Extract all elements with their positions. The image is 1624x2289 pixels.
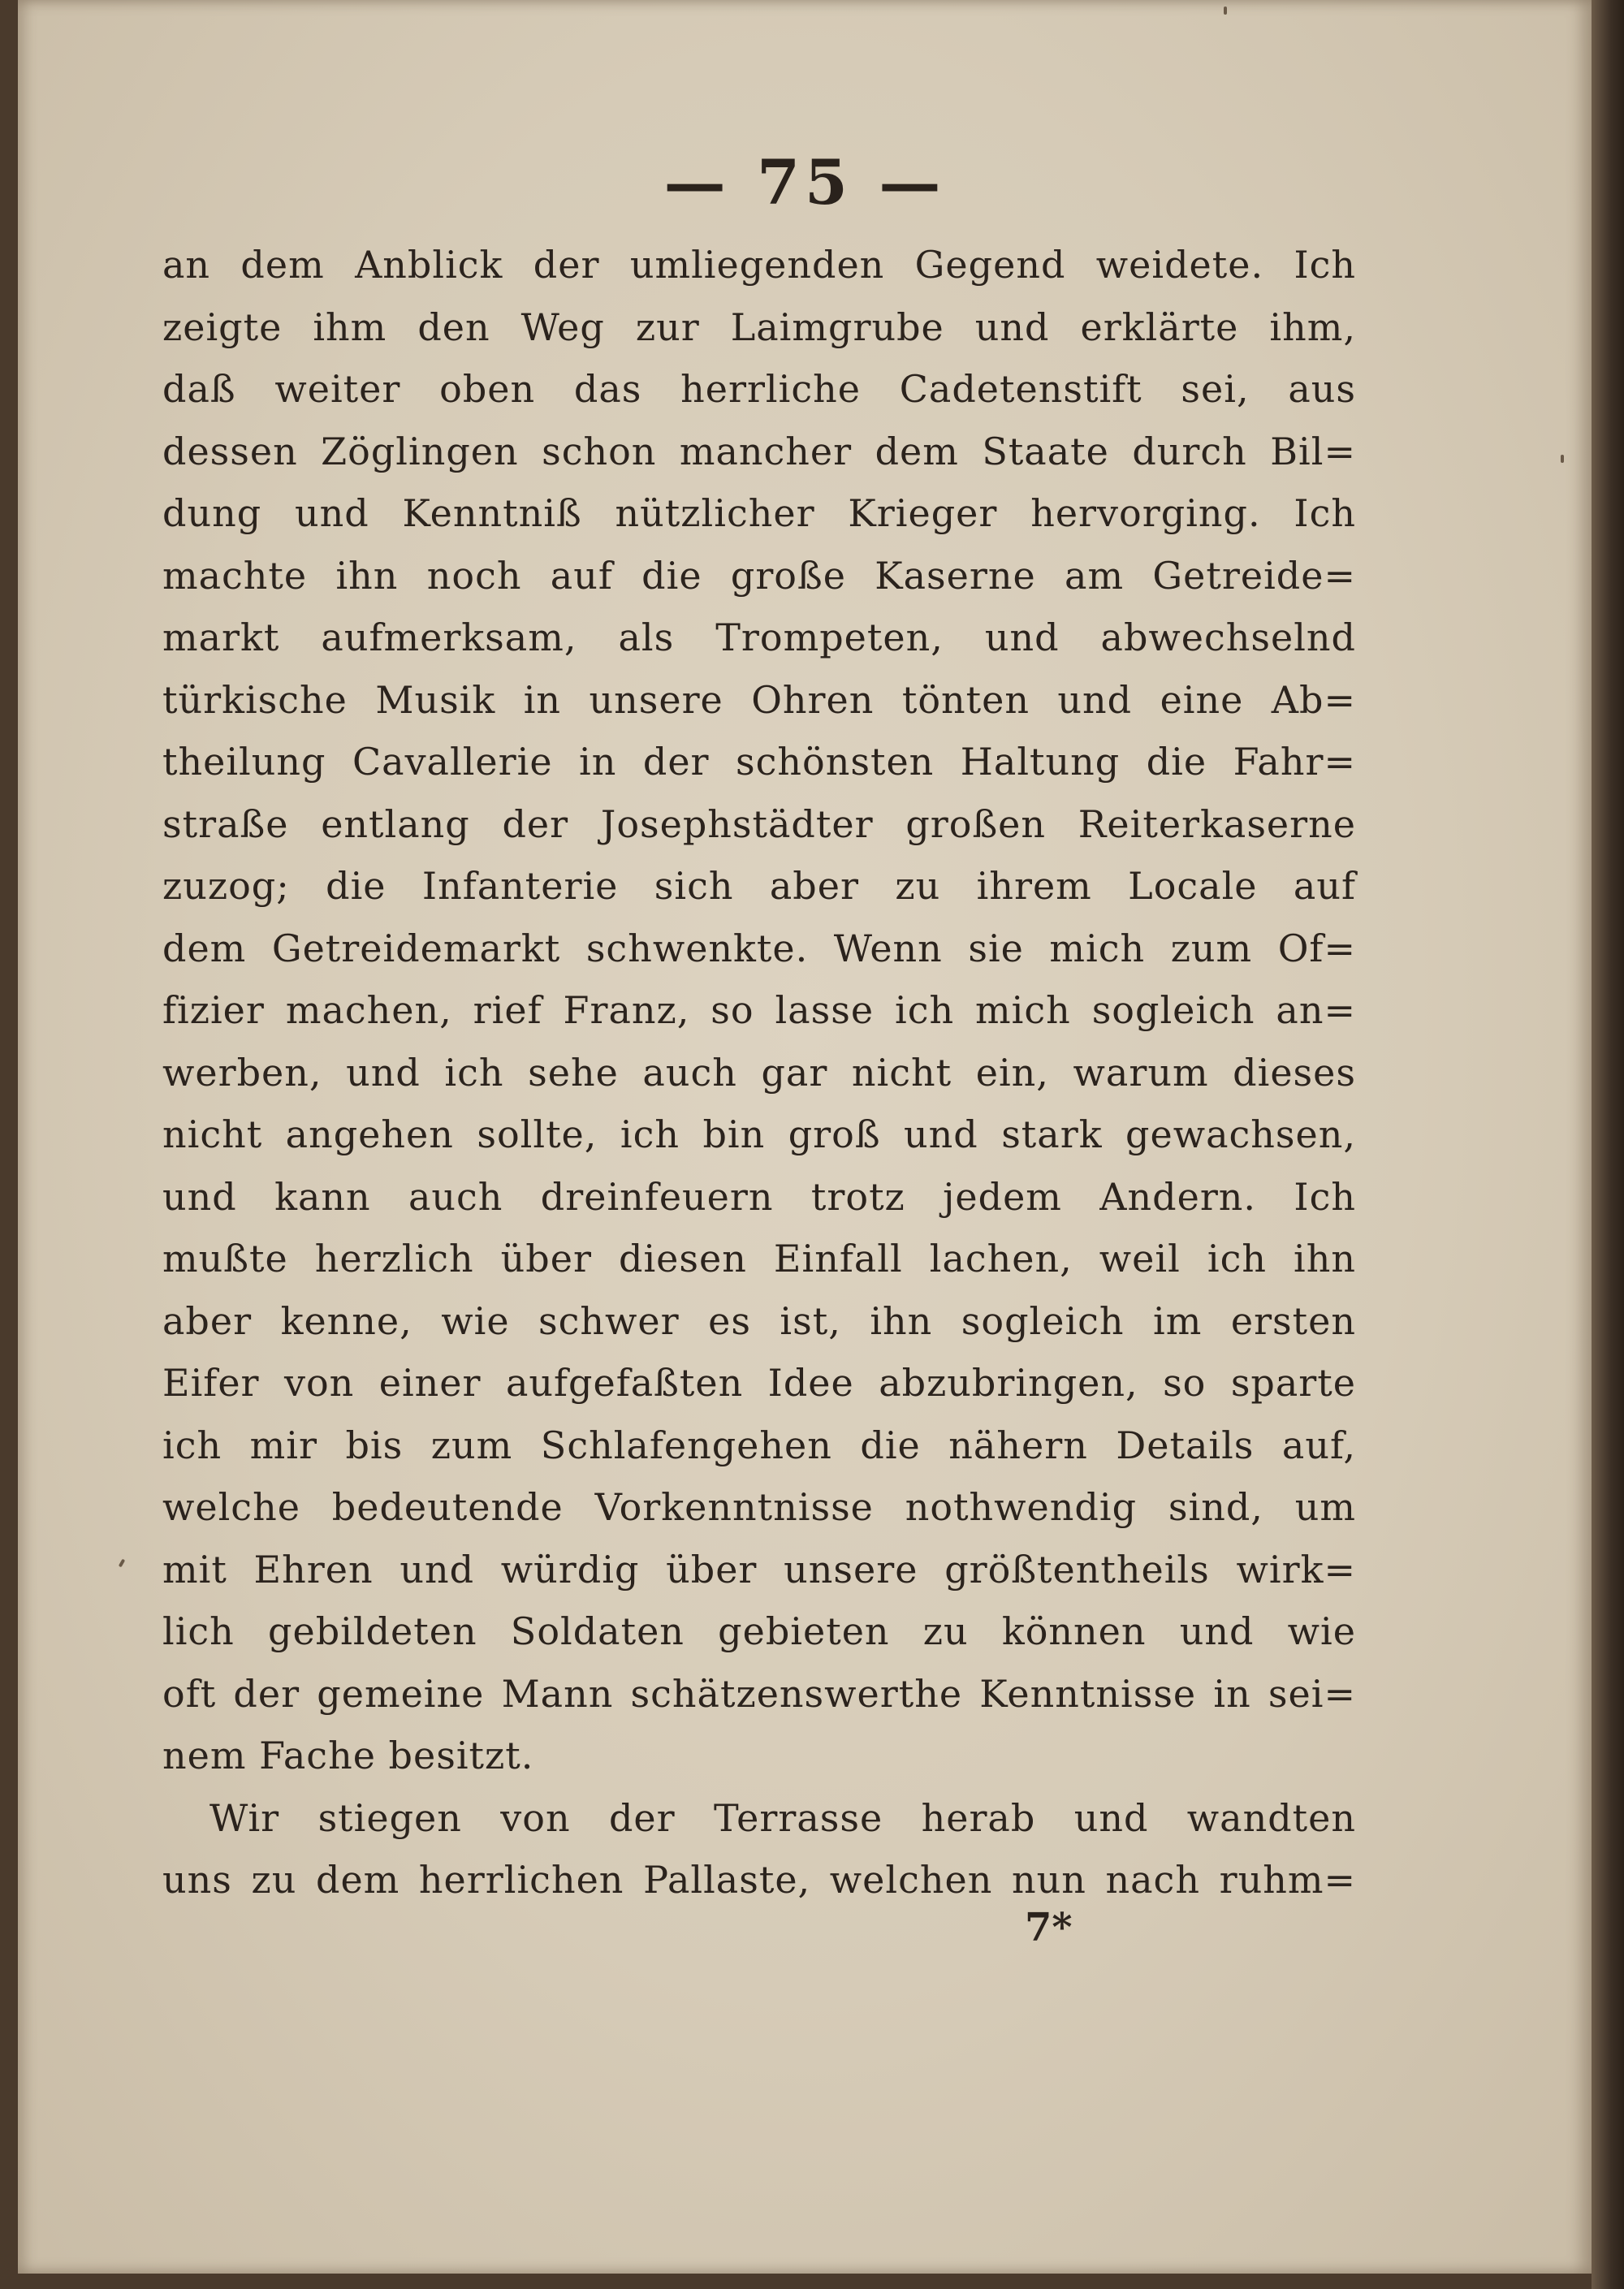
book-page [18,0,1592,2274]
text-line: mit Ehren und würdig über unsere größtentheils wirk= [162,1547,1356,1592]
text-line: uns zu dem herrlichen Pallaste, welchen nun nach ruhm= [162,1858,1356,1902]
text-line: markt aufmerksam, als Trompeten, und abwechselnd [162,615,1356,659]
paper-speck [1224,6,1227,15]
text-line: oft der gemeine Mann schätzenswerthe Kenntnisse in sei= [162,1671,1356,1716]
text-line: aber kenne, wie schwer es ist, ihn sogleich im ersten [162,1298,1356,1343]
paper-speck [119,1559,125,1568]
text-line: türkische Musik in unsere Ohren tönten und eine Ab= [162,677,1356,722]
text-line: dem Getreidemarkt schwenkte. Wenn sie mich zum Of= [162,926,1356,970]
text-line: dessen Zöglingen schon mancher dem Staate durch Bil= [162,429,1356,473]
paper-speck [1561,455,1564,463]
text-line: werben, und ich sehe auch gar nicht ein, warum dieses [162,1050,1356,1095]
text-line: ich mir bis zum Schlafengehen die nähern Details auf, [162,1423,1356,1467]
text-line: fizier machen, rief Franz, so lasse ich mich sogleich an= [162,988,1356,1032]
book-edge [1592,0,1624,2289]
body-text [162,234,1356,1911]
text-line: lich gebildeten Soldaten gebieten zu können und wie [162,1609,1356,1653]
paragraph-first-line: Wir stiegen von der Terrasse herab und wandten [209,1795,1356,1840]
text-line: machte ihn noch auf die große Kaserne am Getreide= [162,553,1356,598]
signature-mark: 7* [1025,1905,1073,1950]
text-line: welche bedeutende Vorkenntnisse nothwendig sind, um [162,1485,1356,1529]
text-line: nicht angehen sollte, ich bin groß und stark gewachsen, [162,1112,1356,1156]
text-line: mußte herzlich über diesen Einfall lachen, weil ich ihn [162,1237,1356,1281]
text-line: straße entlang der Josephstädter großen Reiterkaserne [162,801,1356,846]
text-line: zuzog; die Infanterie sich aber zu ihrem Locale auf [162,864,1356,908]
text-line: theilung Cavallerie in der schönsten Haltung die Fahr= [162,740,1356,784]
text-line: und kann auch dreinfeuern trotz jedem Andern. Ich [162,1174,1356,1219]
text-line: an dem Anblick der umliegenden Gegend weidete. Ich [162,243,1356,287]
text-line: Eifer von einer aufgefaßten Idee abzubringen, so sparte [162,1361,1356,1405]
text-line: zeigte ihm den Weg zur Laimgrube und erklärte ihm, [162,304,1356,349]
text-line: nem Fache besitzt. [162,1734,534,1777]
text-line: dung und Kenntniß nützlicher Krieger hervorging. Ich [162,491,1356,535]
text-line: daß weiter oben das herrliche Cadetenstift sei, aus [162,367,1356,411]
page-number-header: — 75 — [663,146,946,218]
